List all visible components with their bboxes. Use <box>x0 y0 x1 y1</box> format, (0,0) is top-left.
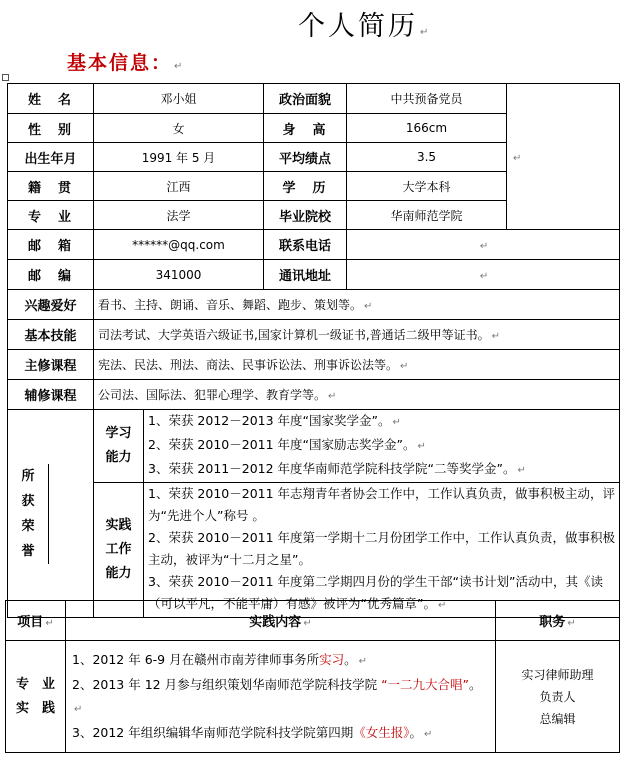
honors-char: 誉 <box>21 543 35 559</box>
list-item: 1、荣获 2010－2011 年志翔青年者协会工作中，工作认真负责，做事积极主动，评为“先进个人”称号 。 <box>148 486 616 523</box>
label-major: 专 业 <box>8 201 94 230</box>
value-birth: 1991 年 5 月 <box>94 143 264 172</box>
value-hobbies: 看书、主持、朗诵、音乐、舞蹈、跑步、策划等。 ↵ <box>94 290 620 320</box>
value-political: 中共预备党员 <box>347 84 507 114</box>
section-title-basic-info: 基本信息： ↵ <box>67 52 185 74</box>
study-awards-list <box>144 410 620 483</box>
value-email: ******@qq.com <box>94 230 264 260</box>
label-name: 姓 名 <box>8 84 94 114</box>
photo-cell: ↵ <box>507 84 620 230</box>
value-address: ↵ <box>347 260 620 290</box>
list-item: 2、荣获 2010－2011 年度“国家励志奖学金”。 ↵ <box>148 437 426 452</box>
honors-char: 荣 <box>21 518 35 534</box>
value-school: 华南师范学院 <box>347 201 507 230</box>
value-hometown: 江西 <box>94 172 264 201</box>
list-item: 3、2012 年组织编辑华南师范学院科技学院第四期《女生报》。 ↵ <box>72 724 433 740</box>
role-item: 负责人 <box>539 689 576 704</box>
list-item: 1、2012 年 6-9 月在赣州市南芳律师事务所实习。 ↵ <box>72 651 368 667</box>
label-gender: 性 别 <box>8 114 94 143</box>
label-postcode: 邮 编 <box>8 260 94 290</box>
value-gpa: 3.5 <box>347 143 507 172</box>
role-item: 总编辑 <box>539 711 576 726</box>
table-move-handle[interactable] <box>2 74 9 81</box>
value-phone: ↵ <box>347 230 620 260</box>
label-email: 邮 箱 <box>8 230 94 260</box>
basic-info-table <box>7 83 620 618</box>
label-major-courses: 主修课程 <box>8 350 94 380</box>
value-minor-courses: 公司法、国际法、犯罪心理学、教育学等。 ↵ <box>94 380 620 410</box>
value-height: 166cm <box>347 114 507 143</box>
list-item: 3、荣获 2011－2012 年度华南师范学院科技学院“二等奖学金”。 ↵ <box>148 461 526 476</box>
value-skills: 司法考试、大学英语六级证书,国家计算机一级证书,普通话二级甲等证书。 ↵ <box>94 320 620 350</box>
label-school: 毕业院校 <box>264 201 347 230</box>
list-item: 1、荣获 2012－2013 年度“国家奖学金”。 ↵ <box>148 413 401 428</box>
value-name: 邓小姐 <box>94 84 264 114</box>
col-header-role: 职务 ↵ <box>496 601 620 641</box>
page-title: 个人简历 ↵ <box>298 11 432 42</box>
role-item: 实习律师助理 <box>521 667 594 682</box>
honors-char: 所 <box>21 468 35 484</box>
label-birth: 出生年月 <box>8 143 94 172</box>
value-gender: 女 <box>94 114 264 143</box>
label-skills: 基本技能 <box>8 320 94 350</box>
label-phone: 联系电话 <box>264 230 347 260</box>
value-major-courses: 宪法、民法、刑法、商法、民事诉讼法、刑事诉讼法等。 ↵ <box>94 350 620 380</box>
label-height: 身 高 <box>264 114 347 143</box>
col-header-content: 实践内容 ↵ <box>66 601 496 641</box>
list-item: 2、2013 年 12 月参与组织策划华南师范学院科技学院 “一二九大合唱”。↵ <box>72 676 482 715</box>
honors-char: 获 <box>21 493 35 509</box>
label-professional-practice: 专 业 实 践 <box>6 641 66 753</box>
label-political: 政治面貌 <box>264 84 347 114</box>
value-education: 大学本科 <box>347 172 507 201</box>
label-hobbies: 兴趣爱好 <box>8 290 94 320</box>
label-hometown: 籍 贯 <box>8 172 94 201</box>
value-postcode: 341000 <box>94 260 264 290</box>
label-study-ability: 学习 能力 <box>94 410 144 483</box>
practice-awards-list <box>144 483 620 618</box>
label-education: 学 历 <box>264 172 347 201</box>
label-minor-courses: 辅修课程 <box>8 380 94 410</box>
label-practice-ability: 实践 工作 能力 <box>94 483 144 618</box>
label-gpa: 平均绩点 <box>264 143 347 172</box>
label-address: 通讯地址 <box>264 260 347 290</box>
value-major: 法学 <box>94 201 264 230</box>
practice-roles <box>496 641 620 753</box>
practice-table <box>5 600 620 753</box>
label-honors <box>8 410 94 618</box>
col-header-item: 项目 ↵ <box>6 601 66 641</box>
list-item: 2、荣获 2010－2011 年度第一学期十二月份团学工作中，工作认真负责，做事积极主动，被评为“十二月之星”。 <box>148 530 616 567</box>
practice-content-list <box>66 641 496 753</box>
list-item: 3、荣获 2010－2011 年度第二学期四月份的学生干部“读书计划”活动中，其《读（可以平凡，不能平庸）有感》被评为“优秀篇章”。 ↵ <box>148 574 603 611</box>
